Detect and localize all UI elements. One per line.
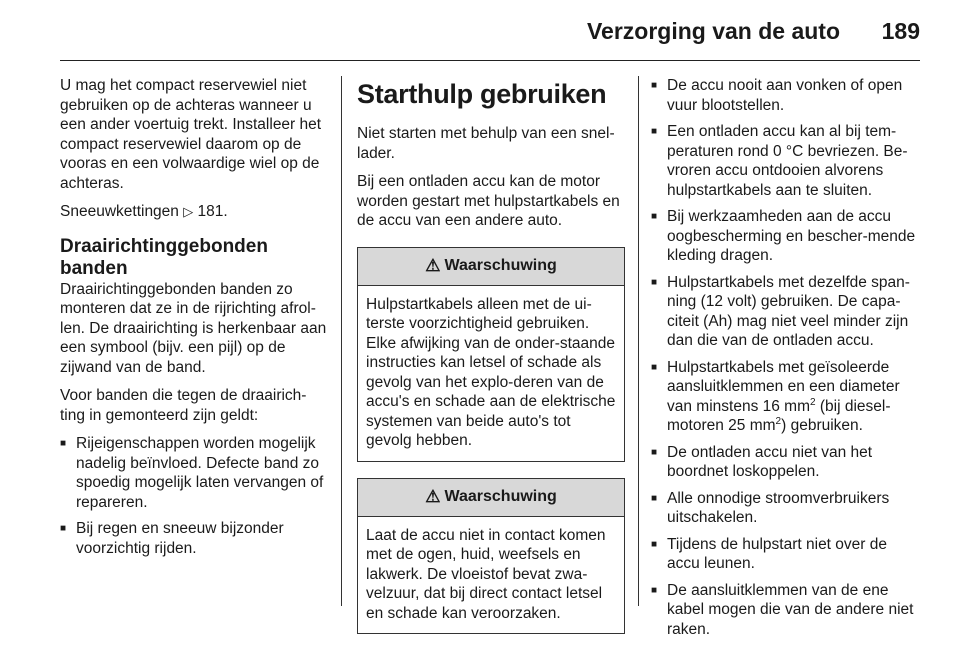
warning-title-1: Waarschuwing xyxy=(444,257,557,275)
list-item: ■ De ontladen accu niet van het boordnet loskoppelen. xyxy=(651,443,923,482)
list-item: ■ Hulpstartkabels met dezelfde span-ning (12 volt) gebruiken. De capa-citeit (Ah) mag niet veel minder zijn dan die van de ontladen accu. xyxy=(651,273,923,351)
warning-header-2 xyxy=(358,479,624,517)
paragraph-spare-wheel: U mag het compact reservewiel niet gebruiken op de achteras wanneer u een ander voertuig trekt. Installeer het compact reservewiel daarom op de vooras en een volwaardige wiel op de achteras. xyxy=(60,77,322,192)
list-item: ■ Een ontladen accu kan al bij tem-peraturen rond 0 °C bevriezen. Be-vroren accu ontdooien alvorens hulpstartkabels aan te sluiten. xyxy=(651,122,923,200)
superscript: 2 xyxy=(810,396,816,408)
list-item: ■ De accu nooit aan vonken of open vuur blootstellen. xyxy=(651,76,923,115)
superscript: 2 xyxy=(775,415,782,427)
list-item-text: (bij diesel-motoren 25 mm xyxy=(667,397,891,434)
bullet-list-jump-start xyxy=(651,76,923,639)
paragraph-jump-cables: Bij een ontladen accu kan de motor worden gestart met hulpstartkabels en de accu van een andere auto. xyxy=(357,173,620,229)
bullet-list-tyres xyxy=(60,434,330,558)
warning-body-1: Hulpstartkabels alleen met de ui-terste voorzichtigheid gebruiken. Elke afwijking van de onder-staande instructies kan letsel of schade als gevolg van het explo-deren van de accu's en schade aan de elektrische systemen van beide auto's tot gevolg hebben. xyxy=(366,295,616,449)
paragraph-directional: Draairichtinggebonden banden zo monteren dat ze in de rijrichting afrol-len. De draairichting is herkenbaar aan een symbool (bijv. een pijl) op de zijwand van de band. xyxy=(60,280,327,376)
header-rule xyxy=(60,60,920,61)
column-3 xyxy=(651,76,923,648)
list-item: ■ De aansluitklemmen van de ene kabel mogen die van de andere niet raken. xyxy=(651,581,923,640)
list-item: ■ Bij werkzaamheden aan de accu oogbescherming en bescher-mende kleding dragen. xyxy=(651,207,923,266)
header-title: Verzorging van de auto xyxy=(586,18,840,44)
paragraph-snow-chains xyxy=(60,202,330,222)
list-item: ■ Rijeigenschappen worden mogelijk nadelig beïnvloed. Defecte band zo spoedig mogelijk laten vervangen of repareren. xyxy=(60,434,330,512)
snow-chains-link[interactable]: 181. xyxy=(197,203,228,220)
column-divider-2 xyxy=(638,76,639,606)
page-number: 189 xyxy=(881,18,920,44)
section-title-directional-tyres: Draairichtinggebonden banden xyxy=(60,235,268,279)
list-item: ■ Alle onnodige stroomverbruikers uitschakelen. xyxy=(651,489,923,528)
paragraph-counter-rotation: Voor banden die tegen de draairich-ting in gemonteerd zijn geldt: xyxy=(60,387,307,424)
warning-header-1 xyxy=(358,248,624,286)
warning-box-1 xyxy=(357,247,625,462)
section-title-jump-start: Starthulp gebruiken xyxy=(357,79,607,109)
paragraph-no-fast-charger: Niet starten met behulp van een snel-lader. xyxy=(357,125,615,162)
warning-triangle-icon: ⚠ xyxy=(425,487,441,507)
snow-chains-text: Sneeuwkettingen xyxy=(60,203,179,220)
warning-title-2: Waarschuwing xyxy=(444,488,557,506)
list-item-text: ) gebruiken. xyxy=(781,417,863,434)
list-item xyxy=(651,358,923,436)
page-header xyxy=(0,0,960,62)
warning-body-2: Laat de accu niet in contact komen met de ogen, huid, weefsels en lakwerk. De vloeistof bevat zwa-velzuur, dat bij direct contact letsel en schade kan veroorzaken. xyxy=(366,526,606,622)
list-item: ■ Tijdens de hulpstart niet over de accu leunen. xyxy=(651,535,923,574)
page-reference-icon: ▷ xyxy=(183,204,194,219)
column-2 xyxy=(357,76,625,650)
column-1 xyxy=(60,76,330,567)
column-divider-1 xyxy=(341,76,342,606)
list-item: ■ Bij regen en sneeuw bijzonder voorzichtig rijden. xyxy=(60,519,330,558)
warning-box-2 xyxy=(357,478,625,635)
warning-triangle-icon: ⚠ xyxy=(425,256,441,276)
list-item-text: Hulpstartkabels met geïsoleerde aansluitklemmen en een diameter van minstens 16 mm xyxy=(667,358,900,415)
